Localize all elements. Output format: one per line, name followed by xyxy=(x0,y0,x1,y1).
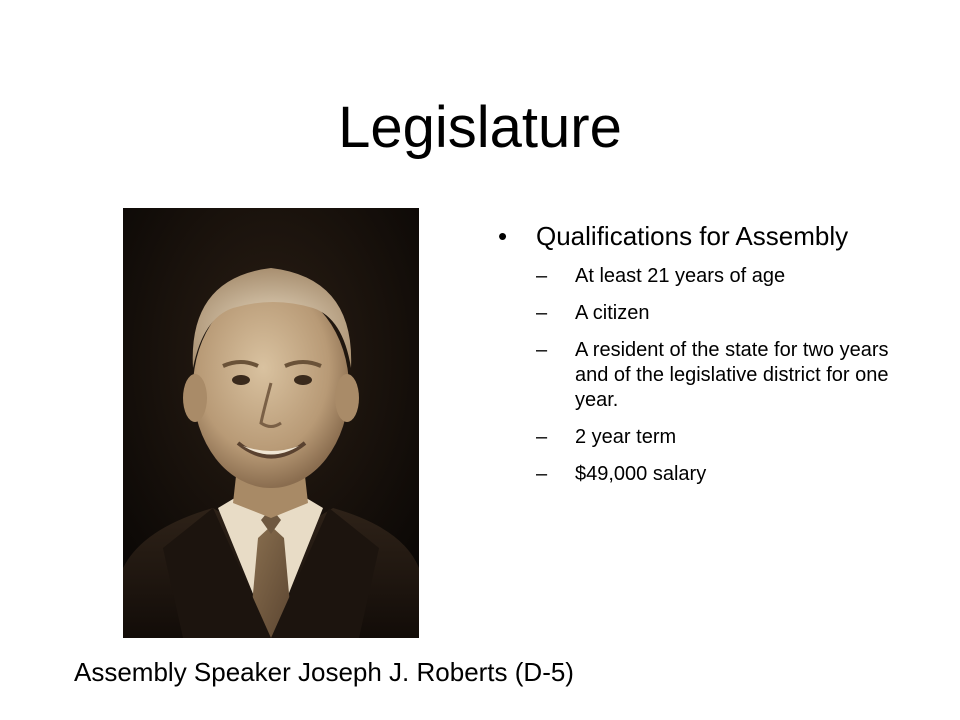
main-bullet-text: Qualifications for Assembly xyxy=(536,221,849,251)
sub-item-text: 2 year term xyxy=(575,426,677,448)
photo-caption: Assembly Speaker Joseph J. Roberts (D-5) xyxy=(74,657,574,687)
sub-item-text: At least 21 years of age xyxy=(575,265,786,287)
list-item xyxy=(536,301,898,326)
list-item-main xyxy=(498,218,898,487)
bullet-icon: • xyxy=(498,221,508,251)
dash-icon: – xyxy=(536,302,548,324)
portrait-photo xyxy=(123,208,419,638)
dash-icon: – xyxy=(536,339,548,361)
list-item xyxy=(536,264,898,289)
sub-item-text: A resident of the state for two years and of the legislative district for one year. xyxy=(575,339,889,411)
dash-icon: – xyxy=(536,426,548,448)
list-item xyxy=(536,462,898,487)
sub-list xyxy=(536,264,898,487)
dash-icon: – xyxy=(536,463,548,485)
portrait-icon xyxy=(123,208,419,638)
sub-item-text: A citizen xyxy=(575,302,650,324)
slide-title: Legislature xyxy=(338,95,622,160)
list-item xyxy=(536,425,898,450)
sub-item-text: $49,000 salary xyxy=(575,463,707,485)
dash-icon: – xyxy=(536,265,548,287)
list-item xyxy=(536,338,898,413)
qualifications-list xyxy=(498,218,898,499)
